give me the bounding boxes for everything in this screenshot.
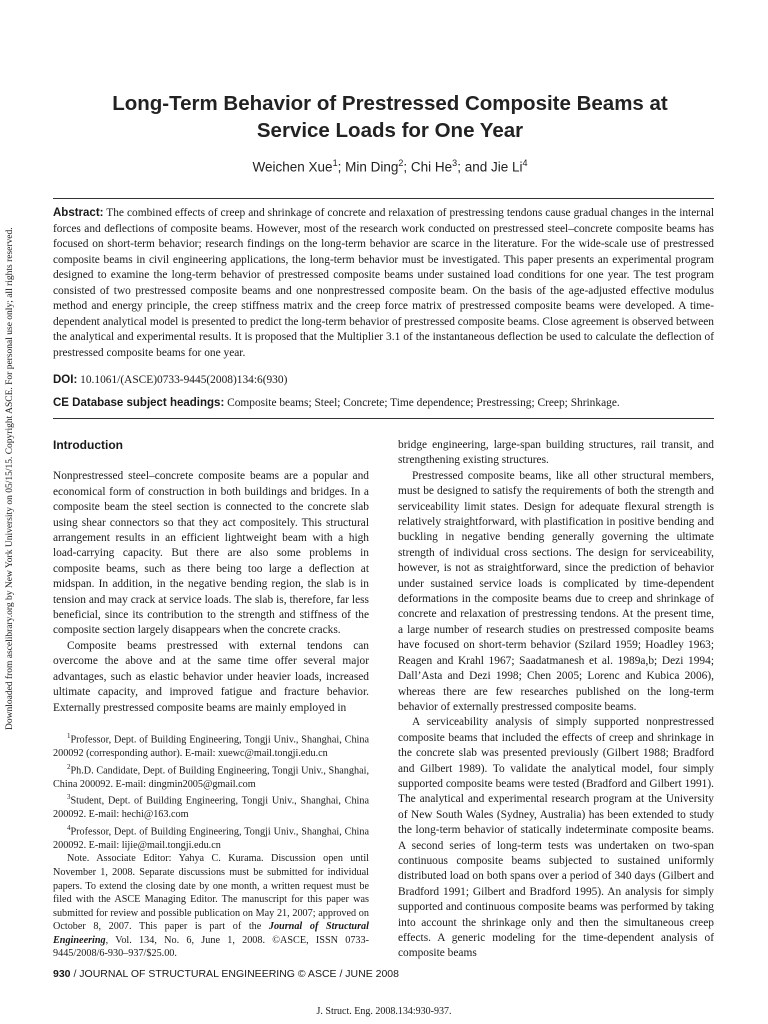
paper-title xyxy=(40,90,740,144)
author-footnotes xyxy=(53,730,369,852)
left-paragraph-2: Composite beams prestressed with external tendons can overcome the above and at the same time offer several major advantages, such as elastic behavior under heavier loads, increased ultimate capacity, and improved fatigue and fracture behavior. Externally prestressed composite beams are mainly employed in xyxy=(53,639,369,714)
footnotes xyxy=(53,730,369,961)
author-affiliation-mark: 1 xyxy=(332,158,338,168)
author-separator: ; xyxy=(403,159,411,175)
page-number: 930 xyxy=(53,968,71,980)
abstract-label: Abstract: xyxy=(53,207,104,219)
footnote-text: Professor, Dept. of Building Engineering, Tongji Univ., Shanghai, China 200092 (corresponding author). E-mail: xuewc@mail.tongji.edu.cn xyxy=(53,734,369,759)
author-name: Jie Li xyxy=(490,159,523,175)
right-paragraph-1: Prestressed composite beams, like all other structural members, must be designed to satisfy the requirements of both the strength and serviceability limit states. Design for adequate flexural strength is relatively straightforward, with plastification in positive bending and buckling in negative bending generally governing the ultimate strength of individual cross sections. The design for serviceability, however, is not as straightforward, since the prediction of behavior under sustained service loads is complicated by time-dependent deformations in the composite beams due to creep and shrinkage of concrete and relaxation of prestressing tendons. At the present time, a large number of research studies on prestressed composite beams have focused on short-term behavior (Szilard 1959; Hoadley 1963; Reagen and Krahl 1967; Saadatmanesh et al. 1989a,b; Dezi 1994; Dall’Asta and Dezi 1998; Chen 2005; Lorenc and Kubica 2006), whereas there are few researches published on the long-term behavior of externally prestressed composite beams. xyxy=(398,469,714,713)
left-paragraph-1: Nonprestressed steel–concrete composite beams are a popular and economical form of construction in both buildings and bridges. In a composite beam the steel section is connected to the concrete slab using shear connectors so that they act compositely. This structural arrangement results in an efficient lightweight beam with a high load-carrying capacity. But there are also some problems in composite beams, such as there being too large a deflection at midspan. In addition, in the negative bending region, the slab is in tension and may crack at service loads. The slab is, therefore, far less beneficial, since its contribution to the strength and stiffness of the composite section largely disappears when the concrete cracks. xyxy=(53,470,369,637)
introduction-heading: Introduction xyxy=(53,438,123,452)
abstract-text: The combined effects of creep and shrinkage of concrete and relaxation of prestressing tendons cause gradual changes in the internal forces and deflections of composite beams. However, most of the research work conducted on prestressed steel–concrete composite beams has focused on short-term behavior; research findings on the long-term behavior are scarce in the literature. For the wide-scale use of prestressed composite beams in civil engineering applications, the long-term behavior must be investigated. This paper presents an experimental program designed to examine the long-term behavior of prestressed composite beams under sustained load conditions for one year. The test program consisted of two prestressed composite beams and one nonprestressed composite beam. On the basis of the age-adjusted effective modulus method and energy principle, the creep stiffness matrix and the creep force matrix of prestressed composite beams were developed. A time-dependent analytical model is presented to predict the long-term behavior of prestressed composite beams. Close agreement is observed between the analytical and experimental results. It is proposed that the Multiplier 3.1 of the instantaneous deflection be used to calculate the deflection of prestressed composite beams for one year. xyxy=(53,207,714,359)
title-line-2: Service Loads for One Year xyxy=(256,119,524,142)
author-footnote xyxy=(53,730,369,761)
footnote-mark: 2 xyxy=(67,762,71,771)
author-affiliation-mark: 3 xyxy=(452,158,458,168)
doi-line xyxy=(53,373,714,388)
author-footnote xyxy=(53,822,369,853)
doi-label: DOI: xyxy=(53,374,78,386)
footnote-mark: 3 xyxy=(67,793,71,802)
subject-headings xyxy=(53,396,714,411)
abstract-bottom-rule xyxy=(53,418,714,419)
note-tail: , Vol. 134, No. 6, June 1, 2008. ©ASCE, ISSN 0733-9445/2008/6-930–937/$25.00. xyxy=(53,934,369,960)
footnote-mark: 4 xyxy=(67,823,71,832)
footnote-text: Ph.D. Candidate, Dept. of Building Engineering, Tongji Univ., Shanghai, China 200092. E-mail: dingmin2005@gmail.com xyxy=(53,764,369,790)
footnote-text: Professor, Dept. of Building Engineering, Tongji Univ., Shanghai, China 200092. E-mail: lijie@mail.tongji.edu.cn xyxy=(53,826,369,851)
note-text: Note. Associate Editor: Yahya C. Kurama. Discussion open until November 1, 2008. Separate discussions must be submitted for individual papers. To extend the closing date by one month, a written request must be filed with the ASCE Managing Editor. The manuscript for this paper was submitted for review and possible publication on May 21, 2007; approved on October 8, 2007. This paper is part of the xyxy=(53,853,369,933)
subject-headings-label: CE Database subject headings: xyxy=(53,397,225,409)
author-name: Min Ding xyxy=(345,159,399,175)
author-list xyxy=(40,158,740,175)
download-notice-text: Downloaded from ascelibrary.org by New York University on 05/15/15. Copyright ASCE. For personal use only; all rights reserved. xyxy=(5,227,15,730)
footnote-mark: 1 xyxy=(67,732,71,740)
subject-headings-value: Composite beams; Steel; Concrete; Time dependence; Prestressing; Creep; Shrinkage. xyxy=(227,397,620,409)
right-paragraph-0: bridge engineering, large-span building structures, rail transit, and strengthening existing structures. xyxy=(398,439,714,467)
author-name: Weichen Xue xyxy=(252,159,333,175)
editorial-note xyxy=(53,852,369,961)
abstract-top-rule xyxy=(53,198,714,199)
right-paragraph-2: A serviceability analysis of simply supported nonprestressed composite beams that included the effects of creep and shrinkage in the concrete slab was presented previously (Gilbert 1988; Bradford and Gilbert 1989). To validate the analytical model, four simply supported composite beams were tested (Bradford and Gilbert 1991). The analytical and experimental research program at the University of New South Wales (Sydney, Australia) has been extended to study the long-term behavior of statically indeterminate composite beams. A second series of long-term tests was undertaken on two-span continuous composite beams subjected to sustained uniformly distributed load on both spans over a period of 340 days (Gilbert and Bradford 1991; Gilbert and Bradford 1995). An analysis for simply supported and continuous composite beams was performed by taking into account the shrinkage only and then the simultaneous creep effects. A generic modeling for the time-dependent analysis of composite beams xyxy=(398,716,714,960)
journal-footer: / JOURNAL OF STRUCTURAL ENGINEERING © ASCE / JUNE 2008 xyxy=(70,968,399,980)
author-footnote xyxy=(53,761,369,792)
author-separator: ; xyxy=(337,159,346,175)
doi-value[interactable]: 10.1061/(ASCE)0733-9445(2008)134:6(930) xyxy=(80,374,288,386)
download-notice xyxy=(5,227,15,730)
author-affiliation-mark: 4 xyxy=(522,158,528,168)
footnote-text: Student, Dept. of Building Engineering, Tongji Univ., Shanghai, China 200092. E-mail: hechi@163.com xyxy=(53,795,369,821)
author-footnote xyxy=(53,791,369,822)
note-journal: Journal of Structural Engineering xyxy=(53,921,369,946)
author-affiliation-mark: 2 xyxy=(398,158,404,168)
page-footer xyxy=(53,968,399,980)
author-name: Chi He xyxy=(410,159,453,175)
author-separator: ; and xyxy=(457,159,491,175)
citation-footer: J. Struct. Eng. 2008.134:930-937. xyxy=(316,1006,452,1017)
abstract xyxy=(53,206,714,361)
title-line-1: Long-Term Behavior of Prestressed Composite Beams at xyxy=(112,92,668,115)
left-column xyxy=(53,438,369,716)
right-column xyxy=(398,438,714,962)
